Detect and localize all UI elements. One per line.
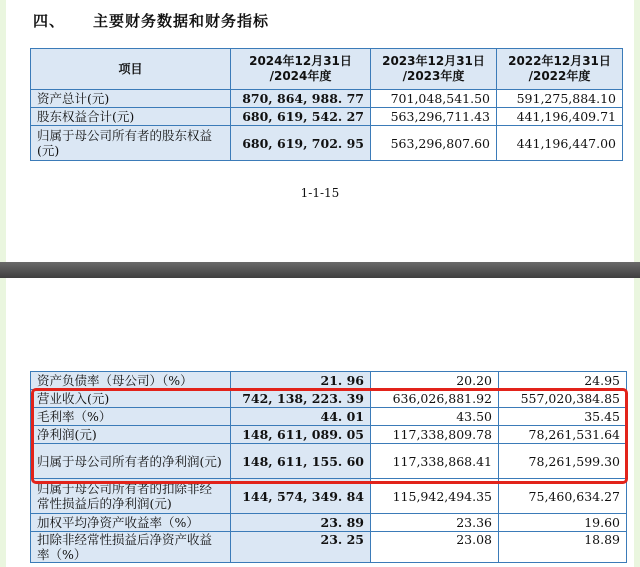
row-label: 扣除非经常性损益后净资产收益率（%） <box>31 532 231 563</box>
table-row <box>31 479 627 514</box>
indicator-table <box>30 371 627 563</box>
value-2022: 19.60 <box>499 514 627 532</box>
value-2022: 557,020,384.85 <box>499 390 627 408</box>
value-2024: 44. 01 <box>231 408 371 426</box>
table-row <box>31 390 627 408</box>
value-2024: 680, 619, 542. 27 <box>231 108 371 126</box>
table-header-row <box>31 49 623 90</box>
value-2024: 23. 89 <box>231 514 371 532</box>
value-2024: 870, 864, 988. 77 <box>231 90 371 108</box>
table-row <box>31 90 623 108</box>
value-2023: 117,338,868.41 <box>371 444 499 479</box>
table-row <box>31 426 627 444</box>
value-2023: 563,296,807.60 <box>371 126 497 161</box>
table-row <box>31 408 627 426</box>
balance-table <box>30 48 623 161</box>
table-row <box>31 108 623 126</box>
value-2023: 43.50 <box>371 408 499 426</box>
value-2023: 23.36 <box>371 514 499 532</box>
row-label: 营业收入(元) <box>31 390 231 408</box>
value-2023: 115,942,494.35 <box>371 479 499 514</box>
page-number: 1-1-15 <box>300 186 340 200</box>
value-2022: 591,275,884.10 <box>497 90 623 108</box>
row-label: 加权平均净资产收益率（%） <box>31 514 231 532</box>
section-number: 四、 <box>33 12 66 30</box>
value-2023: 636,026,881.92 <box>371 390 499 408</box>
header-2022: 2022年12月31日 /2022年度 <box>497 49 623 90</box>
row-label: 毛利率（%） <box>31 408 231 426</box>
header-item: 项目 <box>31 49 231 90</box>
row-label: 归属于母公司所有者的扣除非经常性损益后的净利润(元) <box>31 479 231 514</box>
document-page-top <box>6 0 634 262</box>
value-2024: 144, 574, 349. 84 <box>231 479 371 514</box>
value-2023: 117,338,809.78 <box>371 426 499 444</box>
value-2022: 35.45 <box>499 408 627 426</box>
table-row <box>31 444 627 479</box>
value-2022: 78,261,599.30 <box>499 444 627 479</box>
page-divider <box>0 262 640 278</box>
row-label: 股东权益合计(元) <box>31 108 231 126</box>
value-2022: 441,196,447.00 <box>497 126 623 161</box>
value-2024: 680, 619, 702. 95 <box>231 126 371 161</box>
table-row <box>31 514 627 532</box>
table-row <box>31 372 627 390</box>
header-2023: 2023年12月31日 /2023年度 <box>371 49 497 90</box>
value-2023: 20.20 <box>371 372 499 390</box>
row-label: 资产总计(元) <box>31 90 231 108</box>
table-row <box>31 126 623 161</box>
value-2022: 441,196,409.71 <box>497 108 623 126</box>
row-label: 资产负债率（母公司）（%） <box>31 372 231 390</box>
value-2024: 742, 138, 223. 39 <box>231 390 371 408</box>
value-2023: 701,048,541.50 <box>371 90 497 108</box>
value-2023: 23.08 <box>371 532 499 563</box>
table-row <box>31 532 627 563</box>
row-label: 归属于母公司所有者的净利润(元) <box>31 444 231 479</box>
value-2022: 24.95 <box>499 372 627 390</box>
header-2024: 2024年12月31日 /2024年度 <box>231 49 371 90</box>
value-2024: 23. 25 <box>231 532 371 563</box>
value-2022: 75,460,634.27 <box>499 479 627 514</box>
section-title: 主要财务数据和财务指标 <box>93 12 270 30</box>
row-label: 净利润(元) <box>31 426 231 444</box>
value-2022: 78,261,531.64 <box>499 426 627 444</box>
value-2024: 148, 611, 089. 05 <box>231 426 371 444</box>
value-2024: 148, 611, 155. 60 <box>231 444 371 479</box>
value-2022: 18.89 <box>499 532 627 563</box>
value-2024: 21. 96 <box>231 372 371 390</box>
value-2023: 563,296,711.43 <box>371 108 497 126</box>
row-label: 归属于母公司所有者的股东权益(元) <box>31 126 231 161</box>
section-heading <box>33 10 269 31</box>
document-page-bottom <box>6 278 634 567</box>
